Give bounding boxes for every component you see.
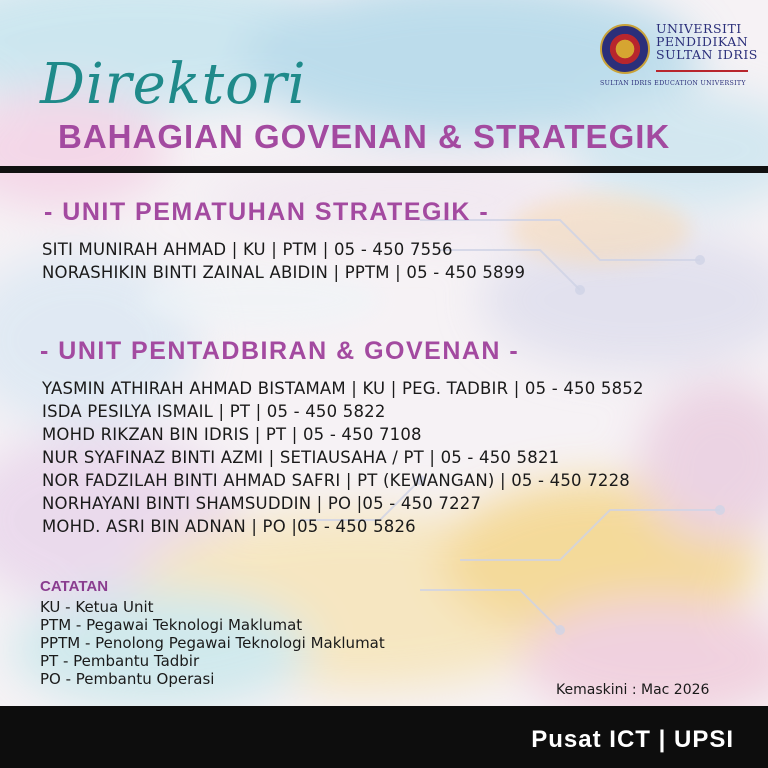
university-name-line: UNIVERSITI: [656, 21, 742, 36]
note-item: KU - Ketua Unit: [40, 598, 154, 616]
staff-entry: SITI MUNIRAH AHMAD | KU | PTM | 05 - 450 7556: [42, 240, 453, 259]
staff-entry: MOHD RIKZAN BIN IDRIS | PT | 05 - 450 7108: [42, 425, 422, 444]
header-divider: [0, 166, 768, 173]
unit-entry-list: [42, 377, 644, 538]
unit-entry-list: [42, 238, 525, 284]
university-name: [656, 22, 758, 61]
note-item: PPTM - Penolong Pegawai Teknologi Maklumat: [40, 634, 385, 652]
page-title: BAHAGIAN GOVENAN & STRATEGIK: [58, 118, 671, 155]
university-english-name: SULTAN IDRIS EDUCATION UNIVERSITY: [600, 80, 746, 87]
university-name-line: PENDIDIKAN: [656, 34, 749, 49]
staff-entry: ISDA PESILYA ISMAIL | PT | 05 - 450 5822: [42, 402, 386, 421]
staff-entry: NORHAYANI BINTI SHAMSUDDIN | PO |05 - 450 7227: [42, 494, 482, 513]
university-logo: [600, 21, 758, 92]
university-seal-icon: [600, 24, 650, 74]
unit-heading: - UNIT PEMATUHAN STRATEGIK -: [44, 198, 490, 226]
staff-entry: YASMIN ATHIRAH AHMAD BISTAMAM | KU | PEG. TADBIR | 05 - 450 5852: [42, 379, 644, 398]
script-title: Direktori: [40, 52, 307, 117]
note-item: PT - Pembantu Tadbir: [40, 652, 200, 670]
notes-heading: CATATAN: [40, 578, 109, 595]
staff-entry: NORASHIKIN BINTI ZAINAL ABIDIN | PPTM | 05 - 450 5899: [42, 263, 526, 282]
notes-list: [40, 598, 385, 688]
note-item: PO - Pembantu Operasi: [40, 670, 215, 688]
footer-text: Pusat ICT | UPSI: [531, 726, 734, 753]
staff-entry: NOR FADZILAH BINTI AHMAD SAFRI | PT (KEWANGAN) | 05 - 450 7228: [42, 471, 630, 490]
last-updated: Kemaskini : Mac 2026: [556, 682, 710, 698]
note-item: PTM - Pegawai Teknologi Maklumat: [40, 616, 303, 634]
staff-entry: MOHD. ASRI BIN ADNAN | PO |05 - 450 5826: [42, 517, 416, 536]
university-name-line: SULTAN IDRIS: [656, 47, 758, 62]
unit-heading: - UNIT PENTADBIRAN & GOVENAN -: [40, 337, 520, 365]
jawi-script-underline: [656, 64, 748, 72]
staff-entry: NUR SYAFINAZ BINTI AZMI | SETIAUSAHA / PT | 05 - 450 5821: [42, 448, 560, 467]
